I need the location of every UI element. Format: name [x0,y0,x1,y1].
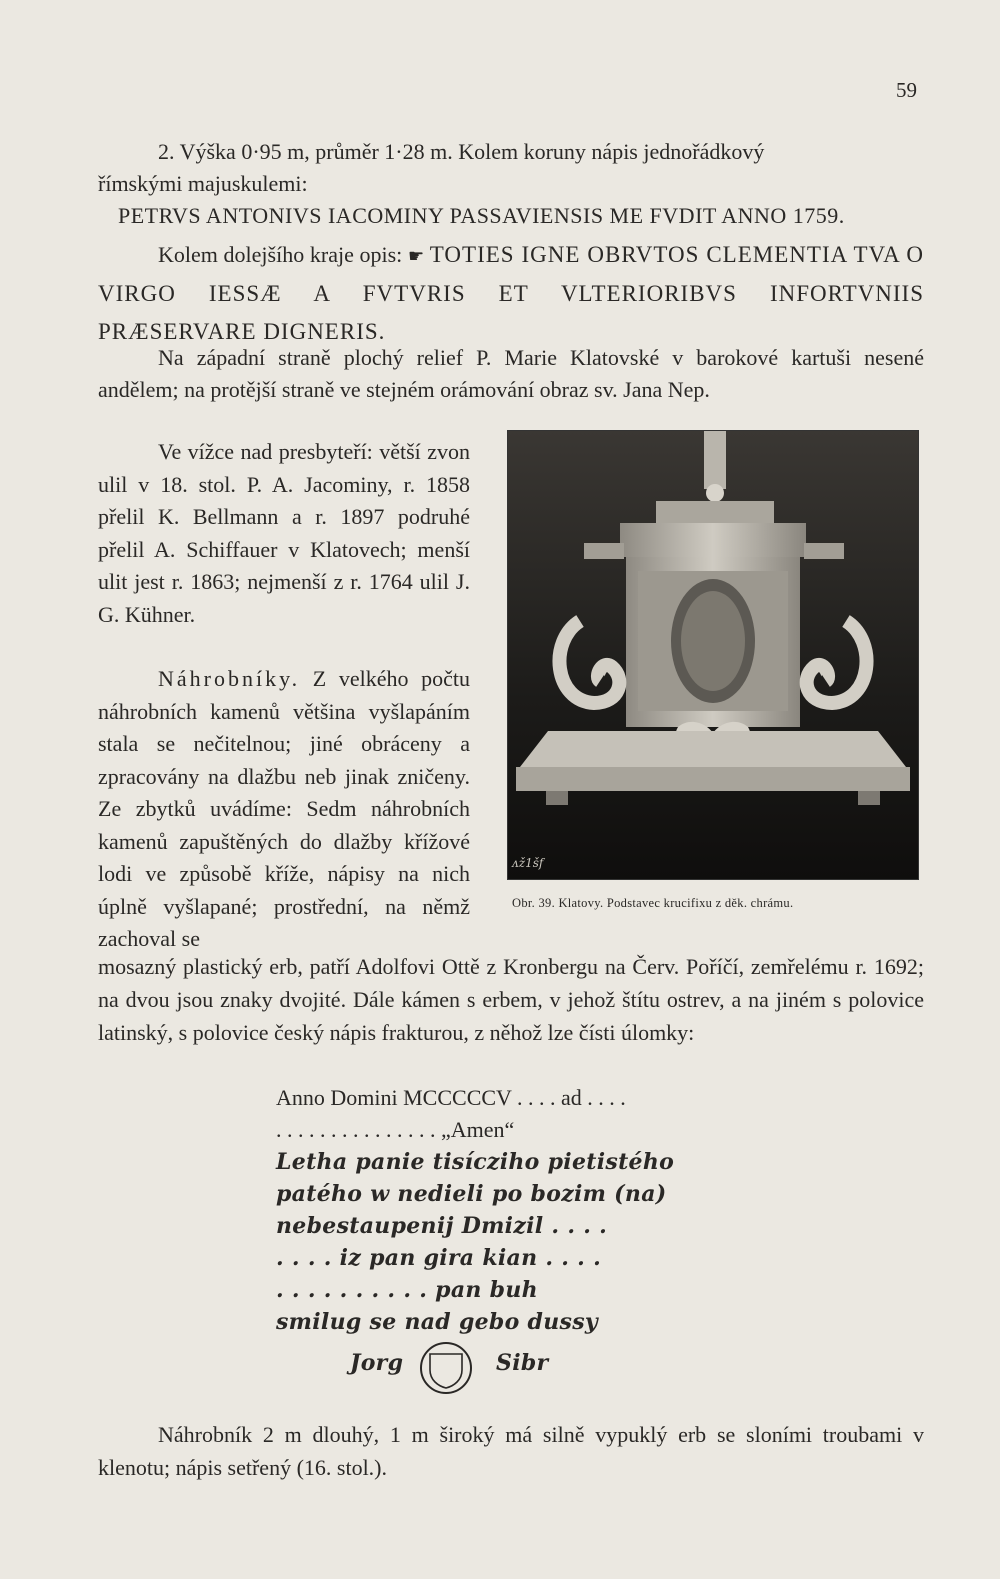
bell-2-line-1: 2. Výška 0·95 m, průměr 1·28 m. Kolem koruny nápis jednořádkový [158,139,765,164]
name-left: Jorg [350,1350,404,1376]
relief-paragraph [98,342,924,406]
inscription-line-8: smilug se nad gebo dussy [276,1309,598,1335]
turret-text: Ve vížce nad presbyteří: větší zvon ulil v 18. stol. P. A. Jacominy, r. 1858 přelil K. Bellmann a r. 1897 podruhé přelil A. Schiffauer v Klatovech; menší ulit jest r. 1863; nejmenší z r. 1764 ulil J. G. Kühner. [98,439,470,627]
inscription-line-5: nebestaupenij Dmizil . . . . [276,1213,608,1239]
inscription-line-7: . . . . . . . . . . pan buh [276,1277,538,1303]
inscription-name-line [350,1340,610,1400]
photo-illustration [508,431,918,879]
inscription-line-1: Anno Domini MCCCCCV . . . . ad . . . . [276,1085,626,1110]
lower-edge-intro: Kolem dolejšího kraje opis: [158,242,403,267]
name-right: Sibr [496,1350,549,1376]
photo-signature: ᴧž1šf [512,856,544,870]
gravestones-text-column: Z velkého počtu náhrobních kamenů většina vyšlapáním stala se nečitelnou; jiné obráceny a zpracovány na dlažbu neb jinak zničeny. Ze zbytků uvádíme: Sedm náhrobních kamenů zapuštěných do dlažby křížové lodi ve způsobě kříže, nápisy na nich úplně vyšlapané; prostřední, na němž zachoval se [98,666,470,951]
inscription-line-3: Letha panie tisícziho pietistého [276,1149,675,1175]
gravestones-paragraph [98,663,470,956]
page-number: 59 [896,78,917,102]
inscription-line-4: patého w nedieli po bozim (na) [276,1181,667,1207]
bell-2-top-inscription: PETRVS ANTONIVS IACOMINY PASSAVIENSIS ME FVDIT ANNO 1759. [118,203,845,228]
crucifix-pedestal-photo [507,430,919,880]
shield-emblem-icon [418,1340,474,1396]
bell-2-lower-edge [98,236,924,351]
pointing-hand-icon: ☛ [407,246,425,266]
bell-2-paragraph [98,136,924,351]
last-paragraph [98,1418,924,1484]
gravestones-text-full: mosazný plastický erb, patří Adolfovi Ottě z Kronbergu na Červ. Poříčí, zemřelému r. 1692; na dvou jsou znaky dvojité. Dále kámen s erbem, v jehož štítu ostrev, a na jiném s polovice latinský, s polovice český nápis frakturou, z něhož lze čísti úlomky: [98,954,924,1045]
gravestones-continuation [98,950,924,1049]
bell-2-line-2: římskými majuskulemi: [98,171,308,196]
figure-caption: Obr. 39. Klatovy. Podstavec krucifixu z děk. chrámu. [512,896,794,910]
relief-text: Na západní straně plochý relief P. Marie Klatovské v barokové kartuši nesené andělem; na protější straně ve stejném orámování obraz sv. Jana Nep. [98,345,924,402]
inscription-line-6: . . . . iz pan gira kian . . . . [276,1245,602,1271]
inscription-line-2: . . . . . . . . . . . . . . . „Amen“ [276,1117,515,1142]
gravestones-heading: Náhrobníky. [158,666,301,691]
last-paragraph-text: Náhrobník 2 m dlouhý, 1 m široký má silně vypuklý erb se sloními troubami v klenotu; nápis setřený (16. stol.). [98,1422,924,1480]
lower-edge-inscription: TOTIES IGNE OBRVTOS CLEMENTIA TVA O VIRGO IESSÆ A FVTVRIS ET VLTERIORIBVS INFORTVNIIS PRÆSERVARE DIGNERIS. [98,242,925,344]
fraktur-inscription [276,1082,796,1338]
turret-bells-paragraph [98,436,470,631]
